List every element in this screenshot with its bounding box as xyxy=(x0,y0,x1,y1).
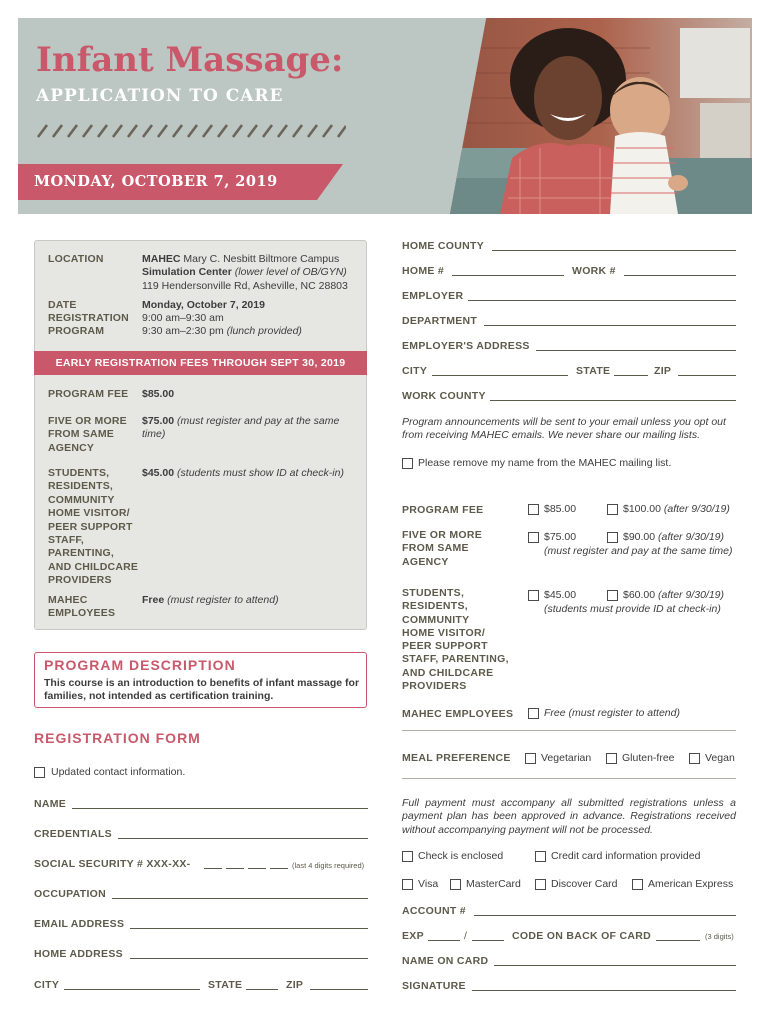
fee-45-checkbox[interactable] xyxy=(528,588,539,606)
mahec-employees-label: MAHEC EMPLOYEES xyxy=(402,708,514,720)
meal-preference-label: MEAL PREFERENCE xyxy=(402,752,511,764)
name-on-card-field[interactable] xyxy=(494,965,736,966)
employer-label: EMPLOYER xyxy=(402,290,464,302)
fee-100-label xyxy=(623,503,730,515)
location-value xyxy=(142,253,367,293)
program-time-value: 9:30 am–2:30 pm xyxy=(142,325,224,337)
remove-mailing-label: Please remove my name from the MAHEC mailing list. xyxy=(418,457,672,469)
program-time xyxy=(142,325,302,338)
fee-amount-value: $45.00 xyxy=(142,467,175,479)
location-building-note: (lower level of OB/GYN) xyxy=(231,266,347,279)
fee-students-label: STUDENTS, RESIDENTS, COMMUNITY HOME VISITOR/ PEER SUPPORT STAFF, PARENTING, AND CHILDCARE PROVIDERS xyxy=(402,587,509,693)
location-campus: Mary C. Nesbitt Biltmore Campus xyxy=(180,253,340,265)
ssn-label: SOCIAL SECURITY # XXX-XX- xyxy=(34,858,191,870)
fee-100-note: (after 9/30/19) xyxy=(660,503,730,515)
program-label: PROGRAM xyxy=(48,325,105,337)
fee-85-label: $85.00 xyxy=(544,503,577,515)
employer-zip-field[interactable] xyxy=(678,375,736,376)
exp-slash: / xyxy=(464,930,468,942)
employer-address-field[interactable] xyxy=(536,350,736,351)
decorative-hatch xyxy=(36,124,346,138)
occupation-label: OCCUPATION xyxy=(34,888,107,900)
updated-contact-label: Updated contact information. xyxy=(51,766,186,778)
fee-75-checkbox[interactable] xyxy=(528,530,539,548)
header-banner xyxy=(18,18,752,214)
fee-amount xyxy=(142,415,357,442)
remove-mailing-checkbox[interactable] xyxy=(402,456,413,474)
city-label: CITY xyxy=(34,979,60,991)
checkbox-box[interactable] xyxy=(528,504,539,515)
checkbox-box[interactable] xyxy=(402,879,413,890)
fee-five-or-more-label: FIVE OR MORE FROM SAME AGENCY xyxy=(402,529,483,568)
city-field[interactable] xyxy=(64,989,200,990)
exp-month-field[interactable] xyxy=(428,940,460,941)
early-registration-bar: EARLY REGISTRATION FEES THROUGH SEPT 30, 2019 xyxy=(34,351,367,375)
home-address-label: HOME ADDRESS xyxy=(34,948,123,960)
home-phone-field[interactable] xyxy=(452,275,564,276)
updated-contact-checkbox[interactable] xyxy=(34,765,45,783)
employer-state-label: STATE xyxy=(576,365,611,377)
discover-checkbox[interactable] xyxy=(535,877,546,895)
card-code-field[interactable] xyxy=(656,940,700,941)
program-time-note: (lunch provided) xyxy=(223,325,302,337)
name-field[interactable] xyxy=(72,808,368,809)
ssn-digit-4[interactable] xyxy=(270,868,288,869)
checkbox-box[interactable] xyxy=(689,753,700,764)
date-value: Monday, October 7, 2019 xyxy=(142,299,265,311)
fee-students-note: (students must provide ID at check-in) xyxy=(544,603,721,615)
employer-zip-label: ZIP xyxy=(654,365,672,377)
state-label: STATE xyxy=(208,979,243,991)
work-phone-field[interactable] xyxy=(624,275,736,276)
registration-time: 9:00 am–9:30 am xyxy=(142,312,224,324)
fee-program-label: PROGRAM FEE xyxy=(402,504,484,516)
email-label: EMAIL ADDRESS xyxy=(34,918,125,930)
fee-90-amount: $90.00 xyxy=(623,531,656,543)
name-label: NAME xyxy=(34,798,67,810)
checkbox-box[interactable] xyxy=(632,879,643,890)
gluten-free-label: Gluten-free xyxy=(622,752,675,764)
employer-city-field[interactable] xyxy=(432,375,568,376)
fee-amount-note: (students must show ID at check-in) xyxy=(174,467,344,479)
checkbox-box[interactable] xyxy=(606,753,617,764)
employer-address-label: EMPLOYER'S ADDRESS xyxy=(402,340,530,352)
work-phone-label: WORK # xyxy=(572,265,616,277)
account-field[interactable] xyxy=(474,915,736,916)
fee-amount-value: Free xyxy=(142,594,165,606)
fee-100-checkbox[interactable] xyxy=(607,502,618,520)
checkbox-box[interactable] xyxy=(525,753,536,764)
work-county-field[interactable] xyxy=(490,400,736,401)
fee-amount-note: (must register to attend) xyxy=(164,594,279,606)
credentials-field[interactable] xyxy=(118,838,368,839)
check-enclosed-checkbox[interactable] xyxy=(402,849,413,867)
fee-45-label: $45.00 xyxy=(544,589,577,601)
credit-card-checkbox[interactable] xyxy=(535,849,546,867)
vegetarian-checkbox[interactable] xyxy=(525,751,536,769)
checkbox-box[interactable] xyxy=(607,590,618,601)
fee-label: STUDENTS, RESIDENTS, COMMUNITY HOME VISITOR/ PEER SUPPORT STAFF, PARENTING, AND CHILDCARE PROVIDERS xyxy=(48,467,139,587)
home-phone-label: HOME # xyxy=(402,265,445,277)
checkbox-box[interactable] xyxy=(402,458,413,469)
work-county-label: WORK COUNTY xyxy=(402,390,486,402)
card-code-note: (3 digits) xyxy=(705,932,734,941)
fee-90-note: (after 9/30/19) xyxy=(655,531,724,543)
date-label: DATE xyxy=(48,299,77,311)
employer-city-label: CITY xyxy=(402,365,428,377)
zip-label: ZIP xyxy=(286,979,304,991)
employer-field[interactable] xyxy=(468,300,736,301)
name-on-card-label: NAME ON CARD xyxy=(402,955,489,967)
fee-label: MAHEC EMPLOYEES xyxy=(48,594,116,620)
fee-75-label: $75.00 xyxy=(544,531,577,543)
check-enclosed-label: Check is enclosed xyxy=(418,850,504,862)
amex-checkbox[interactable] xyxy=(632,877,643,895)
fee-five-or-more-note: (must register and pay at the same time) xyxy=(544,545,733,557)
employer-state-field[interactable] xyxy=(614,375,648,376)
location-address: 119 Hendersonville Rd, Asheville, NC 28803 xyxy=(142,279,348,292)
fee-100-amount: $100.00 xyxy=(623,503,661,515)
fee-label: FIVE OR MORE FROM SAME AGENCY xyxy=(48,415,127,454)
divider xyxy=(402,730,736,731)
fee-amount xyxy=(142,594,357,607)
home-address-field[interactable] xyxy=(130,958,368,959)
page-subtitle: APPLICATION TO CARE xyxy=(36,86,284,106)
event-date: MONDAY, OCTOBER 7, 2019 xyxy=(34,173,278,190)
fee-amount-value: $75.00 xyxy=(142,415,175,427)
mother-and-baby-photo xyxy=(450,18,752,214)
mahec-free-label: Free (must register to attend) xyxy=(544,707,680,719)
ssn-digit-3[interactable] xyxy=(248,868,266,869)
location-building: Simulation Center xyxy=(142,266,232,279)
location-label: LOCATION xyxy=(48,253,104,265)
checkbox-box[interactable] xyxy=(402,851,413,862)
registration-form-heading: REGISTRATION FORM xyxy=(34,730,201,746)
zip-field[interactable] xyxy=(310,989,368,990)
amex-label: American Express xyxy=(648,878,734,890)
visa-label: Visa xyxy=(418,878,439,890)
checkbox-box[interactable] xyxy=(450,879,461,890)
signature-label: SIGNATURE xyxy=(402,980,466,992)
department-field[interactable] xyxy=(484,325,736,326)
fee-60-amount: $60.00 xyxy=(623,589,656,601)
location-org: MAHEC xyxy=(142,253,181,265)
checkbox-box[interactable] xyxy=(34,767,45,778)
fee-60-note: (after 9/30/19) xyxy=(655,589,724,601)
gluten-free-checkbox[interactable] xyxy=(606,751,617,769)
checkbox-box[interactable] xyxy=(535,851,546,862)
registration-label: REGISTRATION xyxy=(48,312,129,324)
program-description-text: This course is an introduction to benefits of infant massage for families, not intended as certification training. xyxy=(44,677,360,703)
vegan-checkbox[interactable] xyxy=(689,751,700,769)
discover-label: Discover Card xyxy=(551,878,618,890)
fee-60-label xyxy=(623,589,724,601)
state-field[interactable] xyxy=(246,989,278,990)
fee-90-label xyxy=(623,531,724,543)
signature-field[interactable] xyxy=(472,990,736,991)
email-field[interactable] xyxy=(130,928,368,929)
credit-card-label: Credit card information provided xyxy=(551,850,701,862)
home-county-label: HOME COUNTY xyxy=(402,240,485,252)
occupation-field[interactable] xyxy=(112,898,368,899)
ssn-digit-2[interactable] xyxy=(226,868,244,869)
exp-label: EXP xyxy=(402,930,424,942)
ssn-digit-1[interactable] xyxy=(204,868,222,869)
credentials-label: CREDENTIALS xyxy=(34,828,112,840)
fee-amount-value: $85.00 xyxy=(142,388,175,400)
card-code-label: CODE ON BACK OF CARD xyxy=(512,930,651,942)
fee-amount xyxy=(142,388,357,401)
program-description-heading: PROGRAM DESCRIPTION xyxy=(44,657,236,673)
fee-amount xyxy=(142,467,357,480)
checkbox-box[interactable] xyxy=(607,504,618,515)
email-opt-out-note: Program announcements will be sent to your email unless you opt out from receiving MAHEC emails. We never share our mailing lists. xyxy=(402,416,726,442)
checkbox-box[interactable] xyxy=(528,708,539,719)
fee-85-checkbox[interactable] xyxy=(528,502,539,520)
checkbox-box[interactable] xyxy=(528,590,539,601)
fee-amount-note: (must register and pay at the same time) xyxy=(142,415,340,441)
account-label: ACCOUNT # xyxy=(402,905,466,917)
payment-note: Full payment must accompany all submitted registrations unless a payment plan has been approved in advance. Registrations received without accompanying payment will not be processed. xyxy=(402,797,736,836)
mastercard-label: MasterCard xyxy=(466,878,521,890)
checkbox-box[interactable] xyxy=(528,532,539,543)
vegan-label: Vegan xyxy=(705,752,735,764)
department-label: DEPARTMENT xyxy=(402,315,478,327)
mastercard-checkbox[interactable] xyxy=(450,877,461,895)
home-county-field[interactable] xyxy=(492,250,736,251)
page-title: Infant Massage: xyxy=(36,40,344,80)
divider xyxy=(402,778,736,779)
checkbox-box[interactable] xyxy=(535,879,546,890)
vegetarian-label: Vegetarian xyxy=(541,752,592,764)
exp-year-field[interactable] xyxy=(472,940,504,941)
ssn-note: (last 4 digits required) xyxy=(292,861,365,870)
fee-label: PROGRAM FEE xyxy=(48,388,129,400)
mahec-free-checkbox[interactable] xyxy=(528,706,539,724)
visa-checkbox[interactable] xyxy=(402,877,413,895)
checkbox-box[interactable] xyxy=(607,532,618,543)
